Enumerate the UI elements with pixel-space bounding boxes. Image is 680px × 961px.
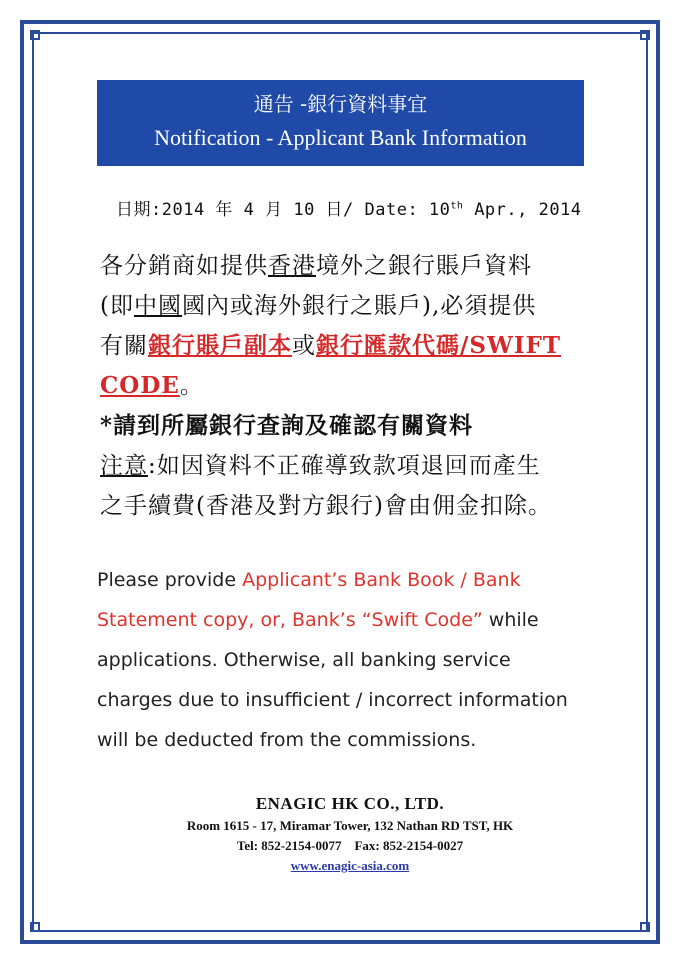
telephone: Tel: 852-2154-0077 [236, 838, 342, 853]
en-line-1 [97, 560, 627, 600]
chinese-notice [100, 246, 620, 526]
company-address: Room 1615 - 17, Miramar Tower, 132 Nathan RD TST, HK [186, 818, 514, 833]
en-line-3: applications. Otherwise, all banking service [97, 649, 511, 671]
zh-line-2 [100, 286, 620, 326]
date-prefix: 日期:2014 年 4 月 10 日/ Date: 10 [116, 200, 451, 220]
zh-text: 有關 [100, 333, 148, 359]
date-suffix: Apr., 2014 [463, 200, 582, 220]
corner-ornament [30, 922, 40, 932]
zh-text: 國內或海外銀行之賬戶),必須提供 [181, 293, 537, 319]
company-name: ENAGIC HK CO., LTD. [255, 794, 445, 813]
en-line-5: will be deducted from the commissions. [97, 729, 477, 751]
zh-underlined: 注意 [100, 453, 148, 479]
zh-text: :如因資料不正確導致款項退回而產生 [148, 453, 541, 479]
zh-underlined: 中國 [133, 293, 182, 319]
en-text: Please provide [97, 569, 243, 591]
zh-text: 境外之銀行賬戶資料 [316, 253, 532, 279]
corner-ornament [640, 30, 650, 40]
en-emphasis: Applicant’s Bank Book / Bank [242, 569, 521, 591]
fax: Fax: 852-2154-0027 [354, 838, 464, 853]
title-chinese: 通告 -銀行資料事宜 [253, 92, 428, 116]
zh-text: 各分銷商如提供 [100, 253, 268, 279]
zh-emphasis: 銀行匯款代碼/SWIFT [316, 332, 562, 359]
corner-ornament [30, 30, 40, 40]
notice-date [116, 195, 616, 220]
en-text: while [482, 609, 539, 631]
zh-line-6 [100, 446, 620, 486]
zh-text: (即 [100, 293, 134, 319]
english-notice [97, 560, 627, 760]
zh-text: 或 [292, 333, 316, 359]
date-ordinal: th [450, 200, 464, 212]
en-emphasis: Statement copy, or, Bank’s “Swift Code” [97, 609, 483, 631]
zh-line-1 [100, 246, 620, 286]
en-line-2 [97, 600, 627, 640]
zh-emphasis: CODE [100, 372, 180, 399]
zh-underlined: 香港 [268, 253, 316, 279]
zh-line-4 [100, 366, 620, 406]
company-footer [100, 792, 600, 876]
corner-ornament [640, 922, 650, 932]
title-english: Notification - Applicant Bank Information [154, 125, 527, 150]
zh-line-3 [100, 326, 620, 366]
en-line-4: charges due to insufficient / incorrect information [97, 689, 568, 711]
contact-line [100, 836, 600, 856]
website-link[interactable]: www.enagic-asia.com [290, 858, 410, 873]
zh-line-7: 之手續費(香港及對方銀行)會由佣金扣除。 [100, 493, 552, 519]
zh-line-5: *請到所屬銀行查詢及確認有關資料 [100, 412, 474, 439]
notice-header [97, 80, 584, 166]
zh-text: 。 [179, 373, 204, 399]
zh-emphasis: 銀行賬戶副本 [148, 332, 292, 359]
